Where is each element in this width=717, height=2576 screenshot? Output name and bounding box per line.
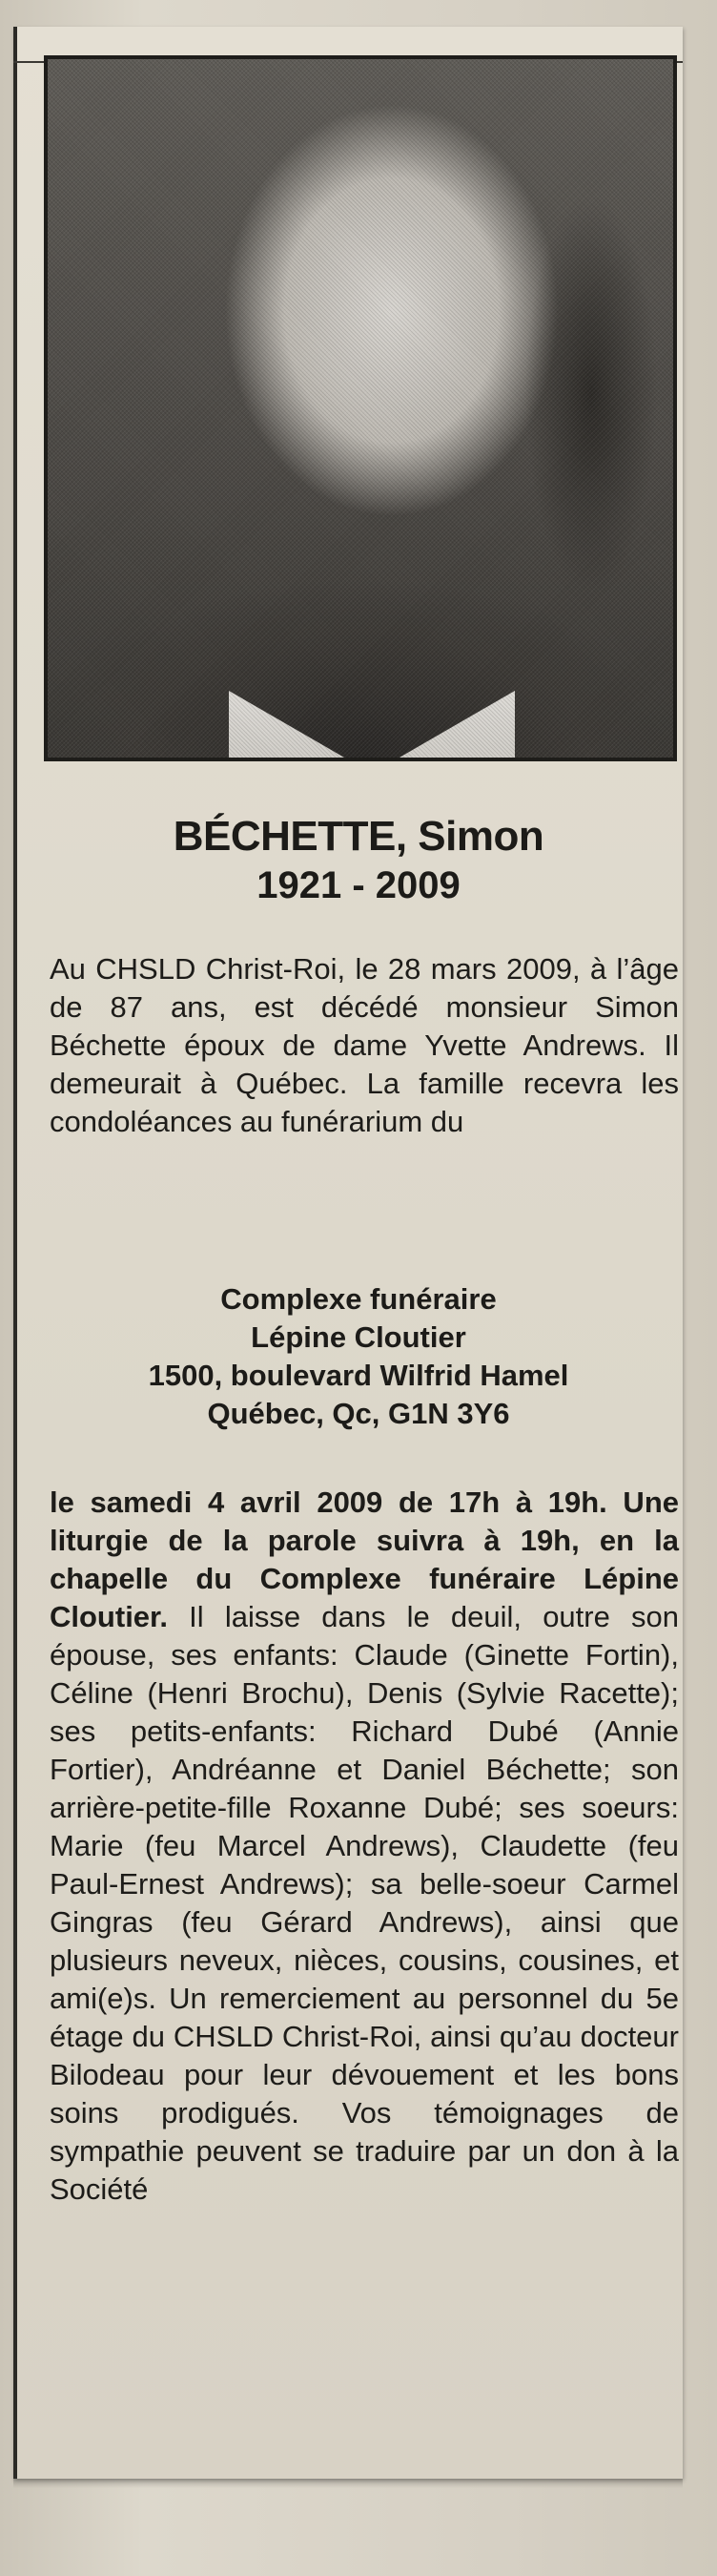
life-years: 1921 - 2009 bbox=[256, 864, 461, 906]
funeral-home-line1: Complexe funéraire bbox=[220, 1282, 497, 1316]
clipping-bottom-shadow bbox=[13, 2479, 683, 2488]
portrait-collar bbox=[229, 641, 515, 761]
clipping-edge bbox=[13, 27, 17, 2479]
details-text: Il laisse dans le deuil, outre son épouse, ses enfants: Claude (Ginette Fortin), Céline (Henri Brochu), Denis (Sylvie Racette); ses petits-enfants: Richard Dubé (Annie Fortier), Andréanne et Daniel Béchette; son arrière-petite-fille Roxanne Dubé; ses soeurs: Marie (feu Marcel Andrews), Claudette (feu Paul-Ernest Andrews); sa belle-soeur Carmel Gingras (feu Gérard Andrews), ainsi que plusieurs neveux, nièces, cousins, cousines, et ami(e)s. Un remerciement au personnel du 5e étage du CHSLD Christ-Roi, ainsi qu’au docteur Bilodeau pour leur dévouement et les bons soins prodigués. Vos témoignages de sympathie peuvent se traduire par un don à la Société bbox=[50, 1600, 679, 2206]
intro-paragraph: Au CHSLD Christ-Roi, le 28 mars 2009, à l’âge de 87 ans, est décédé monsieur Simon Béchette époux de dame Yvette Andrews. Il demeurait à Québec. La famille recevra les condoléances au funérarium du bbox=[50, 952, 679, 1138]
details-paragraph bbox=[50, 1484, 679, 2209]
funeral-home-line3: 1500, boulevard Wilfrid Hamel bbox=[148, 1359, 569, 1392]
funeral-home-address bbox=[0, 1280, 717, 1433]
portrait-shadow bbox=[524, 193, 658, 593]
funeral-home-line4: Québec, Qc, G1N 3Y6 bbox=[207, 1397, 510, 1430]
portrait-photo bbox=[44, 55, 677, 761]
deceased-name: BÉCHETTE, Simon bbox=[173, 813, 544, 860]
details-bold-text: le samedi 4 avril 2009 de 17h à 19h. Une liturgie de la parole suivra à 19h, en la chapelle du Complexe funéraire Lépine Cloutier. bbox=[50, 1485, 679, 1633]
funeral-home-line2: Lépine Cloutier bbox=[251, 1320, 466, 1354]
